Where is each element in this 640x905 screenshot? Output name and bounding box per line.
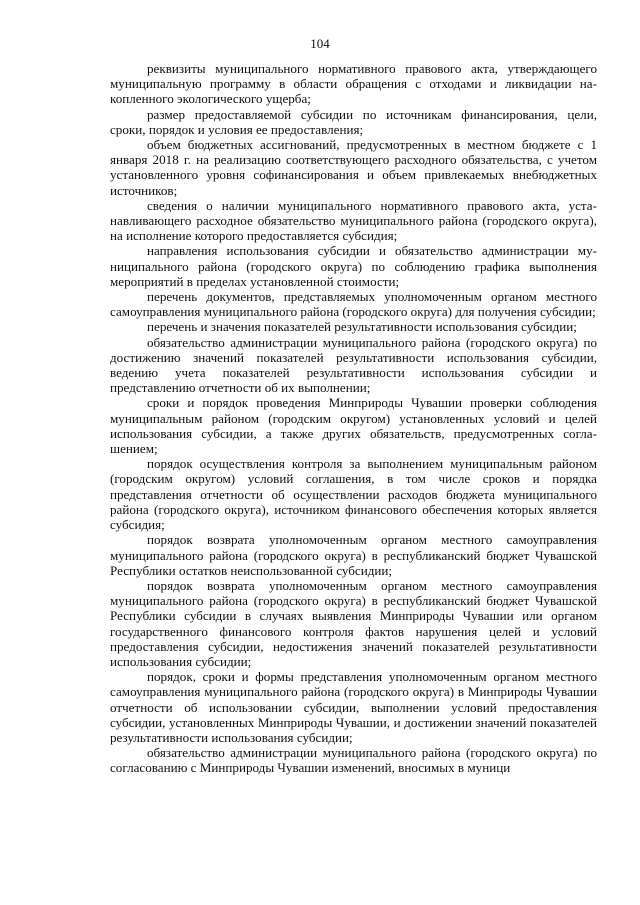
paragraph-control-procedure: порядок осуществления контроля за выполнением муниципальным районом (городским округом) условий соглашения, в том числе сроков и порядка представления отчетности об осуществлении расходов бюджета муниципального района (городского округа), источником финансового обеспечения которых является субсидия; (110, 456, 597, 533)
paragraph-performance-indicators: перечень и значения показателей результативности использования субсидии; (147, 319, 577, 335)
paragraph-agreement-changes: обязательство администрации муниципального района (городского округа) по согласованию с Минприроды Чувашии изменений, вносимых в муници (110, 745, 597, 776)
paragraph-inspection-terms: сроки и порядок проведения Минприроды Чувашии проверки соблюдения муниципальным районом (городским округом) установленных условий и целей использования субсидии, а также других обязательств, предусмотренных соглашением; (110, 395, 597, 457)
paragraph-subsidy-size: размер предоставляемой субсидии по источникам финансирования, цели, сроки, порядок и условия ее предоставления; (110, 106, 597, 137)
paragraph-documents-list: перечень документов, представляемых уполномоченным органом местного самоуправления муниципального района (городского округа) для получения субсидии; (110, 289, 597, 320)
paragraph-budget-allocations: объем бюджетных ассигнований, предусмотренных в местном бюджете с 1 января 2018 г. на реализацию соответствующего расходного обязательства, с учетом установленного уровня софинансирования и объем привлекаемых внебюджетных источников; (110, 137, 597, 198)
paragraph-requisites-act: реквизиты муниципального нормативного правового акта, утверждающего муниципальную программу в области обращения с отходами и ликвидации накопленного экологического ущерба; (110, 61, 597, 107)
paragraph-reporting-forms: порядок, сроки и формы представления уполномоченным органом местного самоуправления муниципального района (городского округа) в Минприроды Чувашии отчетности об использовании субсидии, выполнении условий предоставления субсидии, установленных Минприроды Чувашии, и достижении значений показателей результативности использования субсидии; (110, 669, 597, 745)
paragraph-indicator-obligation: обязательство администрации муниципального района (городского округа) по достижению значений показателей результативности использования субсидии, ведению учета показателей результативности использования субсидии и представлению отчетности об их выполнении; (110, 334, 597, 396)
paragraph-directions-of-use: направления использования субсидии и обязательство администрации муниципального района (городского округа) по соблюдению графика выполнения мероприятий в пределах установленной стоимости; (110, 243, 597, 289)
paragraph-return-of-balances: порядок возврата уполномоченным органом местного самоуправления муниципального района (городского округа) в республиканский бюджет Чувашской Республики остатков неиспользованной субсидии; (110, 532, 597, 578)
page-number: 104 (310, 36, 330, 51)
paragraph-expenditure-obligation: сведения о наличии муниципального нормативного правового акта, устанавливающего расходное обязательство муниципального района (городского округа), на исполнение которого предоставляется субсидия; (110, 197, 597, 244)
paragraph-return-on-violation: порядок возврата уполномоченным органом местного самоуправления муниципального района (городского округа) в республиканский бюджет Чувашской Республики субсидии в случаях выявления Минприроды Чувашии или органом государственного финансового контроля фактов нарушения целей и условий предоставления субсидии, недостижения значений показателей результативности использования субсидии; (110, 577, 597, 669)
document-body (110, 61, 597, 776)
